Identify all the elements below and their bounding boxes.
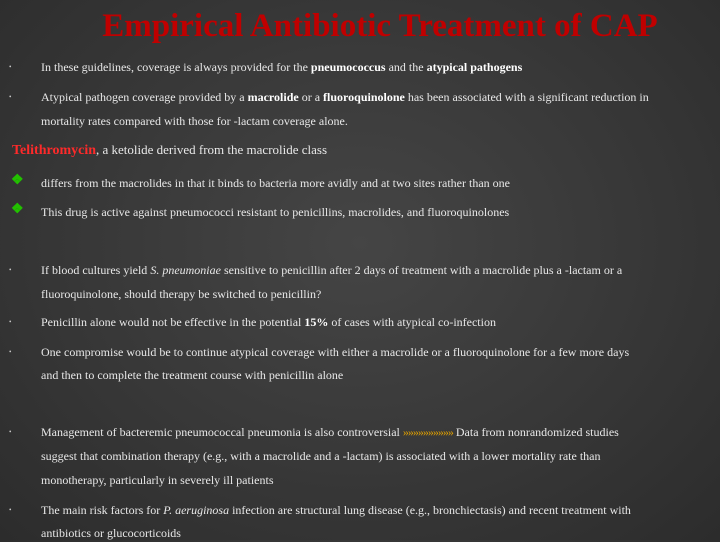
bullet-3-cont-text: fluoroquinolone, should therapy be switched to penicillin? <box>41 287 322 301</box>
bullet-6-post: Data from nonrandomized studies <box>455 425 619 439</box>
diamond-bullet-2-text: This drug is active against pneumococci resistant to penicillins, macrolides, and fluoroquinolones <box>41 205 510 219</box>
bullet-6-arrows: »»»»»»»»»» <box>402 425 453 439</box>
bullet-5-text: One compromise would be to continue atypical coverage with either a macrolide or a fluoroquinolone for a few more days <box>41 345 630 359</box>
bullet-3-post: sensitive to penicillin after 2 days of treatment with a macrolide plus a -lactam or a <box>223 263 623 277</box>
diamond-bullet-1-text: differs from the macrolides in that it binds to bacteria more avidly and at two sites rather than one <box>41 176 510 190</box>
bullet-6-cont-text-1: suggest that combination therapy (e.g., with a macrolide and a -lactam) is associated with a lower mortality rate than <box>41 449 601 463</box>
bullet-6-text: Management of bacteremic pneumococcal pneumonia is also controversial <box>41 425 400 439</box>
bullet-1-mid: and the <box>388 60 424 74</box>
telithromycin-name: Telithromycin <box>12 143 97 158</box>
diamond-bullet-icon: ❖ <box>11 173 24 188</box>
bullet-2-highlight-macrolide: macrolide <box>247 90 299 104</box>
bullet-2-post: has been associated with a significant reduction in <box>407 90 649 104</box>
bullet-icon: • <box>9 266 12 274</box>
telithromycin-desc: , a ketolide derived from the macrolide class <box>96 142 328 157</box>
bullet-icon: • <box>9 63 12 71</box>
diamond-bullet-icon: ❖ <box>11 202 24 217</box>
bullet-2-cont-text: mortality rates compared with those for -lactam coverage alone. <box>41 114 348 128</box>
slide-title: Empirical Antibiotic Treatment of CAP <box>102 8 658 44</box>
bullet-4-percentage: 15% <box>304 315 329 329</box>
bullet-icon: • <box>9 506 12 514</box>
bullet-1-highlight-pneumococcus: pneumococcus <box>310 60 386 74</box>
bullet-7-text: The main risk factors for <box>41 503 161 517</box>
bullet-7-cont-text: antibiotics or glucocorticoids <box>41 526 181 540</box>
bullet-icon: • <box>9 428 12 436</box>
bullet-6-cont-text-2: monotherapy, particularly in severely ill patients <box>41 473 274 487</box>
bullet-4-post: of cases with atypical co-infection <box>331 315 496 329</box>
bullet-4-text: Penicillin alone would not be effective in the potential <box>41 315 302 329</box>
bullet-2-text: Atypical pathogen coverage provided by a <box>41 90 245 104</box>
bullet-3-text: If blood cultures yield <box>41 263 148 277</box>
bullet-icon: • <box>9 318 12 326</box>
bullet-icon: • <box>9 93 12 101</box>
bullet-icon: • <box>9 348 12 356</box>
bullet-2-mid: or a <box>301 90 321 104</box>
telithromycin-heading <box>12 142 327 159</box>
bullet-1-text: In these guidelines, coverage is always provided for the <box>41 60 308 74</box>
bullet-2-highlight-fluoroquinolone: fluoroquinolone <box>323 90 405 104</box>
bullet-3-organism: S. pneumoniae <box>150 263 221 277</box>
bullet-7-post: infection are structural lung disease (e.g., bronchiectasis) and recent treatment with <box>232 503 631 517</box>
bullet-7-organism: P. aeruginosa <box>163 503 230 517</box>
bullet-5-cont-text: and then to complete the treatment course with penicillin alone <box>41 368 344 382</box>
bullet-1-highlight-atypical: atypical pathogens <box>426 60 523 74</box>
